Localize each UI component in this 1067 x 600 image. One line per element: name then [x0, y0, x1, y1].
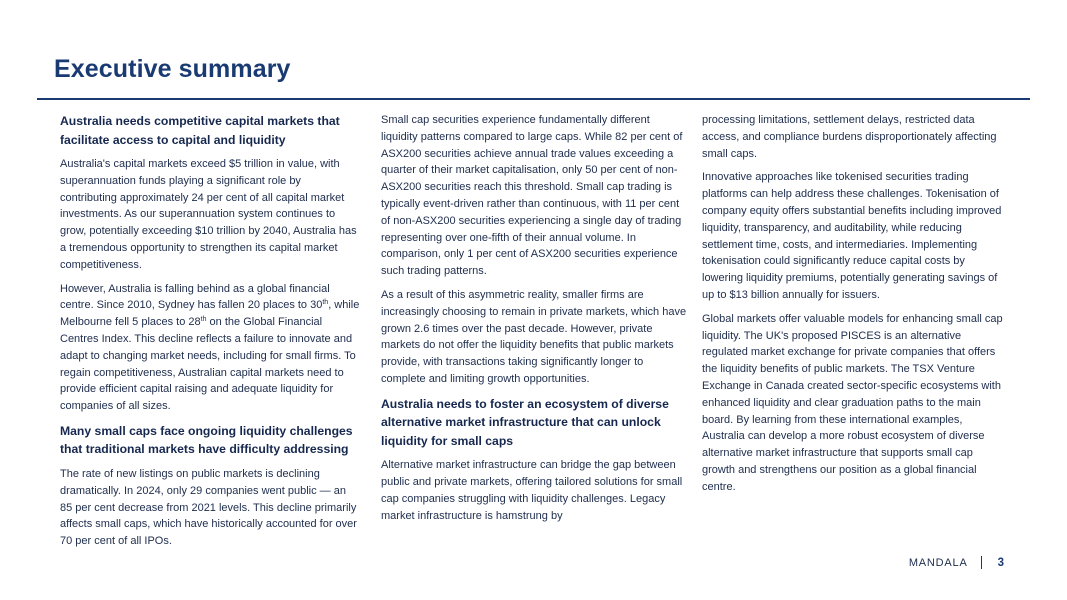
- paragraph-processing-limitations: processing limitations, settlement delays, restricted data access, and compliance burdens disproportionately affecting small caps.: [702, 114, 997, 160]
- paragraph-new-listings: The rate of new listings on public markets is declining dramatically. In 2024, only 29 companies went public — an 85 per cent decrease from 2021 levels. This decline primarily affects small caps, which have historically accounted for over 70 per cent of all IPOs.: [60, 467, 357, 548]
- paragraph-falling-behind-part-b: , while Melbourne fell 5 places to 28: [60, 299, 360, 329]
- page-footer: [909, 556, 1004, 569]
- title-divider: [37, 98, 1030, 100]
- paragraph-global-markets: Global markets offer valuable models for enhancing small cap liquidity. The UK's proposed PISCES is an alternative regulated market exchange for private companies that offers the liquidity benefits of public markets. The TSX Venture Exchange in Canada created sector-specific ecosystems with enhanced liquidity and clear graduation paths to the main board. By learning from these international examples, Australia can develop a more robust ecosystem of diverse alternative market infrastructure that supports small cap growth and strengthens our position as a global financial centre.: [702, 312, 1003, 493]
- section-heading-liquidity-challenges: Many small caps face ongoing liquidity challenges that traditional markets have difficulty addressing: [60, 423, 353, 457]
- paragraph-private-markets: As a result of this asymmetric reality, smaller firms are increasingly choosing to remain in private markets, which have grown 2.6 times over the past decade. However, private markets do not offer the liquidity benefits that public markets provide, with transactions taking significantly longer to complete and limiting growth opportunities.: [381, 288, 687, 385]
- column-3: [702, 112, 1007, 503]
- paragraph-tokenisation: Innovative approaches like tokenised securities trading platforms can help address these challenges. Tokenisation of company equity offers substantial benefits including improved liquidity, transparency, and auditability, while reducing settlement time, costs, and intermediaries. Implementing tokenisation could significantly reduce capital costs by lowering liquidity premiums, potentially generating savings of up to $13 billion annually for issuers.: [702, 171, 1002, 301]
- ordinal-suffix: th: [200, 316, 207, 324]
- brand-name: MANDALA: [908, 556, 968, 569]
- footer-separator: [981, 556, 982, 569]
- paragraph-falling-behind: [60, 281, 360, 415]
- page-title: Executive summary: [54, 55, 291, 83]
- paragraph-capital-markets-value: Australia's capital markets exceed $5 trillion in value, with superannuation funds playing a significant role by contributing approximately 24 per cent of all capital market investments. As our superannuation system continues to grow, potentially exceeding $10 trillion by 2040, Australia has a tremendous opportunity to strengthen its capital market competitiveness.: [60, 158, 357, 271]
- paragraph-alternative-infrastructure: Alternative market infrastructure can bridge the gap between public and private markets, offering tailored solutions for small cap companies struggling with liquidity challenges. Legacy market infrastructure is hamstrung by: [381, 459, 683, 522]
- column-2: [381, 112, 689, 531]
- column-1: [60, 112, 360, 557]
- page-number: 3: [997, 556, 1004, 569]
- ordinal-suffix: th: [322, 299, 329, 307]
- section-heading-competitive-markets: Australia needs competitive capital markets that facilitate access to capital and liquidity: [60, 114, 340, 147]
- section-heading-alternative-infrastructure: Australia needs to foster an ecosystem of diverse alternative market infrastructure that can unlock liquidity for small caps: [381, 396, 669, 448]
- paragraph-falling-behind-part-c: on the Global Financial Centres Index. This decline reflects a failure to innovate and adapt to changing market needs, including for small firms. To regain competitiveness, Australian capital markets need to provide efficient capital raising and adequate liquidity for companies of all sizes.: [60, 316, 356, 413]
- paragraph-liquidity-patterns: Small cap securities experience fundamentally different liquidity patterns compared to large caps. While 82 per cent of ASX200 securities achieve annual trade values exceeding a quarter of their market capitalisation, only 50 per cent of non-ASX200 securities reach this threshold. Small cap trading is typically event-driven rather than continuous, with 11 per cent of non-ASX200 securities experiencing a single day of trading representing over one-fifth of their annual volume. In comparison, only 1 per cent of ASX200 securities experience such trading patterns.: [381, 114, 683, 278]
- paragraph-falling-behind-part-a: However, Australia is falling behind as a global financial centre. Since 2010, Sydney has fallen 20 places to 30: [60, 282, 330, 312]
